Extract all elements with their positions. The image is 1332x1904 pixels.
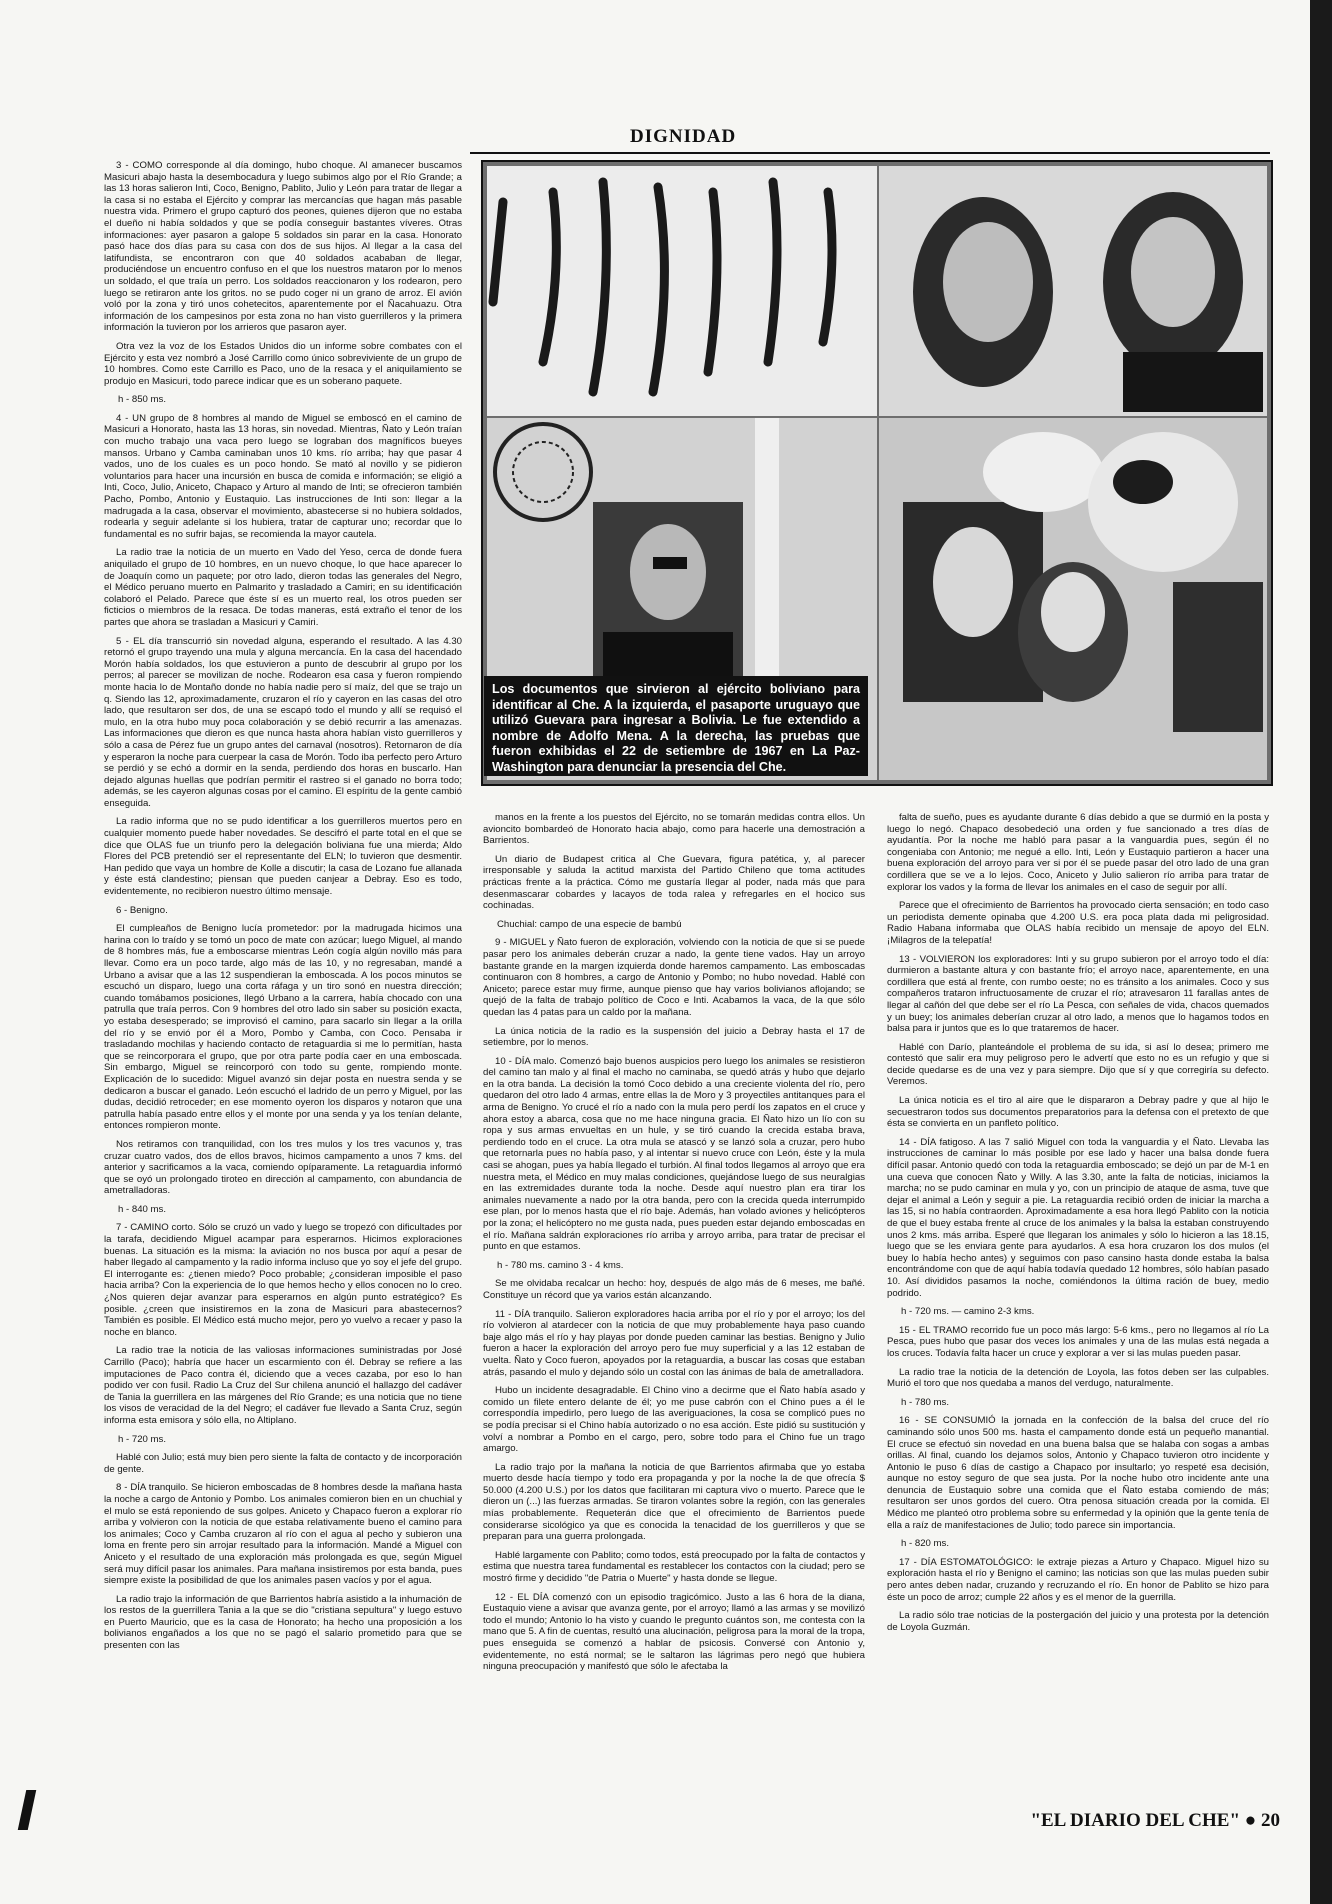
article-paragraph: La radio trae la noticia de las valiosas informaciones suministradas por José Carrillo (Paco); habría que hacer un escarmiento con él. Debray se refiere a las imputaciones de Paco contra él, diciendo que a veces cazaba, por eso lo han podido ver con fusil. Radio La Cruz del Sur chilena anunció el hallazgo del cadáver de Tania la guerrillera en las márgenes del Río Grande; es una noticia que no tiene los visos de veracidad de la del Negro; el cadáver fue llevado a Santa Cruz, según informa esta emisora y sólo ella, no Altiplano.	[104, 1345, 462, 1426]
article-paragraph: Chuchial: campo de una especie de bambú	[497, 918, 682, 930]
article-paragraph: La única noticia es el tiro al aire que le dispararon a Debray padre y que al hijo le secuestraron todos sus documentos preparatorios para la defensa con el pretexto de que ésta se convierta en un panfleto político.	[887, 1095, 1269, 1130]
article-paragraph: Un diario de Budapest critica al Che Guevara, figura patética, y, al parecer irresponsable y saluda la actitud marxista del Partido Chileno que toma actitudes prácticas frente a la práctica. Cómo me gustaría llegar al poder, nada más que para desenmascarar cobardes y lacayos de toda ralea y refregarles en el hocico sus cochinadas.	[483, 853, 865, 912]
page-footer: "EL DIARIO DEL CHE" ● 20	[1030, 1810, 1280, 1831]
article-paragraph: Se me olvidaba recalcar un hecho: hoy, después de algo más de 6 meses, me bañé. Constituye un récord que ya varios están alcanzando.	[483, 1278, 865, 1301]
scan-mark	[18, 1790, 37, 1830]
article-paragraph: El cumpleaños de Benigno lucía prometedor: por la madrugada hicimos una harina con lo traído y se tomó un poco de mate con azúcar; luego Miguel, al mando de 8 hombres más, fue a emboscarse mientras León cogía algún novillo más para llevar. Como era un poco tarde, algo más de las 10, y no regresaban, mandé a Urbano a avisar que a las 12 suspendieran la emboscada. A los pocos minutos se escuchó un disparo, luego una corta ráfaga y un tiro sonó en nuestra dirección; cuando tomábamos posiciones, llegó Urbano a la carrera, había chocado con una patrulla que traía perros. Con 9 hombres del otro lado sin saber su posición exacta, yo estaba desesperado; se improvisó el camino, para sacarlo sin llegar a la orilla del río y se envió por él a Moro, Pombo y Camba, con Coco. Pensaba ir trasladando mochilas y haciendo contacto de retaguardia si me lo permitían, hasta que se reincorporara el grupo, que por otra parte podía caer en una emboscada. Sin embargo, Miguel se reincorporó con todo su gente, rompiendo monte. Explicación de lo sucedido: Miguel avanzó sin dejar posta en nuestra senda y se dedicaron a buscar el ganado. León escuchó el ladrido de un perro y Miguel, por las dudas, decidió retroceder; en ese momento oyeron los disparos y notaron que una patrulla había pasado entre ellos y el monte por una senda y ya los tenían delante, entonces rompieron monte.	[104, 923, 462, 1132]
article-paragraph: Otra vez la voz de los Estados Unidos dio un informe sobre combates con el Ejército y esta vez nombró a José Carrillo como único sobreviviente de un grupo de 10 hombres. Como este Carrillo es Paco, uno de la resaca y el aniquilamiento se produjo en Masicuri, todo parece indicar que es un soberano paquete.	[104, 340, 462, 387]
article-paragraph: h - 720 ms.	[118, 1433, 166, 1445]
column-left	[104, 160, 462, 1750]
article-paragraph: h - 780 ms. camino 3 - 4 kms.	[497, 1259, 624, 1271]
article-paragraph: Hablé largamente con Pablito; como todos, está preocupado por la falta de contactos y estima que nuestra tarea fundamental es restablecer los contactos con la ciudad; pero se mostró firme y decidido "de Patria o Muerte" y hasta donde se llegue.	[483, 1549, 865, 1585]
scan-dark-edge	[1310, 0, 1332, 1904]
article-paragraph: La radio trae la noticia de la detención de Loyola, las fotos deben ser las culpables. Murió el toro que nos quedaba a manos del verdugo, naturalmente.	[887, 1366, 1269, 1390]
article-paragraph: 11 - DÍA tranquilo. Salieron exploradores hacia arriba por el río y por el arroyo; los del río volvieron al atardecer con la noticia de que muy probablemente haya paso cuando baje algo más el río y hay playas por donde pueden caminar las bestias. Benigno y Julio fueron a hacer la exploración del arroyo pero fue muy superficial y a las 12 estaban de vuelta. Ñato y Coco fueron, apoyados por la retaguardia, a buscar las cosas que estaban atrás, pasando el mulo y dejando sólo un costal con las ánimas de bala de ametralladora.	[483, 1308, 865, 1378]
article-paragraph: 10 - DÍA malo. Comenzó bajo buenos auspicios pero luego los animales se resistieron del camino tan malo y al final el macho no caminaba, se quedó atrás y hubo que dejarlo en la otra banda. La decisión la tomó Coco debido a una creciente violenta del río, pero quedaron del otro lado 4 armas, entre ellas la de Moro y 3 proyectiles antitanques para el arma de Benigno. Yo crucé el río a nado con la mula pero perdí los zapatos en el cruce y ahora estoy a abarca, cosa que no me hace ninguna gracia. El Ñato hizo un lío con su ropa y sus armas envueltas en un hule, y se tiró cuando la crecida estaba brava, perdiendo todo en el cruce. La otra mula se atascó y se lanzó sola a cruzar, pero hubo que retornarla pues no había paso, y al intentar si nuevo cruce con León, éste y la mula casi se ahogan, pues ya había llegado el turbión. Al final todos llegamos al arroyo que era nuestra meta, el Médico en muy malas condiciones, quejándose luego de sus neuralgias en las extremidades durante toda la noche. Desde aquí nuestro plan era tirar los animales nuevamente a nado por la otra banda, pero con la crecida queda interrumpido ese plan, por lo menos hasta que el río baje. Además, han volado aviones y helicópteros por la zona; el helicóptero no me gusta nada, pues pueden estar dejando emboscadas en el río. Mañana saldrán exploraciones río arriba y arroyo arriba, para tratar de precisar el punto en que estamos.	[483, 1055, 865, 1253]
article-paragraph: 14 - DÍA fatigoso. A las 7 salió Miguel con toda la vanguardia y el Ñato. Llevaba las instrucciones de caminar lo más posible por ese lado y hacer una balsa donde fuera difícil pasar. Antonio quedó con toda la retaguardia emboscado; se dejó un par de M-1 en una cueva que conocen Ñato y Willy. A las 3.30, ante la falta de noticias, iniciamos la marcha; no se pudo caminar en mula y yo, con un principio de ataque de asma, tuve que dejar el animal a León y seguir a pie. La retaguardia recibió orden de iniciar la marcha a las 15, si no había contraorden. Aproximadamente a esa hora llegó Pablito con la noticia de que el buey estaba frente al cruce de los animales y la balsa la estaban construyendo unos 2 kms. más arriba. Esperé que llegaran los animales y sólo lo hicieron a las 18.15, luego que se les enviara gente para ayudarlos. A esa hora cruzaron los dos mulos (el buey lo había hecho antes) y seguimos con paso cansino hasta donde estaba la balsa encontrándome con que de aquí había todavía quedado 12 hombres, sólo habían pasado 10. Así divididos pasamos la noche, comiéndonos la última ración de buey, medio podrido.	[887, 1136, 1269, 1299]
article-paragraph: h - 780 ms.	[901, 1396, 949, 1408]
article-paragraph: 17 - DÍA ESTOMATOLÓGICO: le extraje piezas a Arturo y Chapaco. Miguel hizo su exploración hasta el río y Benigno el camino; las noticias son que las mulas pueden subir pero antes deben nadar, cruzando y recruzando el río. En honor de Pablito se hizo para éste un poco de arroz; cumple 22 años y es el menor de la guerrilla.	[887, 1556, 1269, 1603]
article-paragraph: Parece que el ofrecimiento de Barrientos ha provocado cierta sensación; en todo caso un periodista demente opinaba que 4.200 U.S. era poca plata dada mi peligrosidad. Radio Habana informaba que OLAS había recibido un mensaje de apoyo del ELN. ¡Milagros de la telepatía!	[887, 900, 1269, 946]
article-paragraph: 8 - DÍA tranquilo. Se hicieron emboscadas de 8 hombres desde la mañana hasta la noche a cargo de Antonio y Pombo. Los animales comieron bien en un chuchial y el mulo se está reponiendo de sus golpes. Aniceto y Chapaco fueron a explorar río arriba y volvieron con la noticia de que estaba relativamente bueno el camino para los animales; Coco y Camba cruzaron al río con el agua al pecho y subieron una loma en frente pero sin arrojar resultado para la información. Mandé a Miguel con Aniceto y el resultado de una exploración más prolongada es que, según Miguel será muy difícil pasar los animales. Para mañana insistiremos por esta banda, pues siempre existe la posibilidad de que los animales pasen vacíos y por el agua.	[104, 1482, 462, 1587]
article-paragraph: 15 - EL TRAMO recorrido fue un poco más largo: 5-6 kms., pero no llegamos al río La Pesca, pues hubo que pasar dos veces los animales y una de las mulas está negada a los cruces. Todavía falta hacer un cruce y explorar a ver si las mulas pueden pasar.	[887, 1324, 1269, 1359]
article-paragraph: La radio trajo la información de que Barrientos habría asistido a la inhumación de los restos de la guerrillera Tania a la que se dio "cristiana sepultura" y luego estuvo en Puerto Mauricio, que es la casa de Honorato; ha hecho una proposición a los bolivianos engañados a los que no se pagó el salario prometido para que se presenten con las	[104, 1593, 462, 1652]
column-middle	[483, 812, 865, 1802]
article-paragraph: Hablé con Julio; está muy bien pero siente la falta de contacto y de incorporación de gente.	[104, 1452, 462, 1475]
section-title: DIGNIDAD	[620, 126, 746, 148]
article-paragraph: Hubo un incidente desagradable. El Chino vino a decirme que el Ñato había asado y comido un filete entero delante de él; yo me puse cabrón con el Chino pues a él le correspondía impedirlo, pero luego de las averiguaciones, la cosa se complicó pues no se podía precisar si el Chino había autorizado o no esa acción. Este pidió su sustitución y volví a nombrar a Pombo en el cargo, pero, sobre todo para el Chino fue un trago amargo.	[483, 1385, 865, 1455]
article-paragraph: h - 850 ms.	[118, 394, 166, 406]
article-paragraph: 7 - CAMINO corto. Sólo se cruzó un vado y luego se tropezó con dificultades por la tarafa, decidiendo Miguel acampar para esperarnos. Hicimos exploraciones buenas. La situación es la misma: la aviación no nos busca por aquí a pesar de haber llegado al campamento y la radio informa incluso que yo soy el jefe del grupo. El interrogante es: ¿tienen miedo? Poco probable; ¿consideran imposible el paso hacia arriba? Con la experiencia de lo que hemos hecho y ellos conocen no lo creo. ¿Nos quieren dejar avanzar para esperarnos en algún punto estratégico? Es posible. ¿creen que insistiremos en la zona de Masicuri para abastecernos? También es posible. El Médico está mucho mejor, pero yo vuelvo a recaer y paso la noche en blanco.	[104, 1222, 462, 1338]
article-paragraph: falta de sueño, pues es ayudante durante 6 días debido a que se durmió en la posta y luego lo negó. Chapaco desobedeció una orden y fue sancionado a tres días de ayudantía. Por la noche me habló para pasar a la vanguardia pues, según él no congeniaba con Antonio; me negué a ello. Inti, León y Eustaquio partieron a hacer una buena exploración del arroyo para ver si por él se puede pasar del otro lado de una gran cordillera que se ve a lo lejos. Coco, Aniceto y Julio salieron río arriba para tratar de explorar los vados y la forma de llevar los animales en el caso de seguir por allí.	[887, 812, 1269, 893]
article-paragraph: La radio trae la noticia de un muerto en Vado del Yeso, cerca de donde fuera aniquilado el grupo de 10 hombres, en un nuevo choque, lo que hace aparecer lo de Joaquín como un paquete; por otro lado, dieron todas las generales del Negro, el Médico peruano muerto en Palmarito y trasladado a Camiri; en su identificación colaboró el Pelado. Parece que éste sí es un muerto real, los otros pueden ser ficticios o miembros de la resaca. De todas maneras, está extraño el tenor de los partes que ahora se trasladan a Masicuri y Camiri.	[104, 547, 462, 628]
article-paragraph: Nos retiramos con tranquilidad, con los tres mulos y los tres vacunos y, tras cruzar cuatro vados, dos de ellos bravos, hicimos campamento a unos 7 kms. del anterior y sacrificamos a la vaca, comiendo opíparamente. La retaguardia informó que se oyó un prolongado tiroteo en dirección al campamento, con abundancia de ametralladoras.	[104, 1138, 462, 1197]
article-paragraph: 9 - MIGUEL y Ñato fueron de exploración, volviendo con la noticia de que si se puede pasar pero los animales deberán cruzar a nado, la gente tiene vados. Hay un arroyo bastante grande en la margen izquierda donde haremos campamento. Las emboscadas continuaron con 8 hombres, a cargo de Antonio y Pombo; no hubo novedad. Hablé con Aniceto; parece estar muy firme, aunque pienso que hay varios bolivianos aflojando; se quejó de la falta de trabajo político de Coco e Inti. Acabamos la vaca, de la que sólo quedan las 4 patas para un caldo por la mañana.	[483, 937, 865, 1018]
article-paragraph: Hablé con Darío, planteándole el problema de su ida, si así lo desea; primero me contestó que salir era muy peligroso pero le advertí que esto no es un refugio y que si decide quedarse es de una vez y para siempre. Dijo que sí y que corregiría su defecto. Veremos.	[887, 1041, 1269, 1088]
column-right	[887, 812, 1269, 1802]
article-paragraph: La radio informa que no se pudo identificar a los guerrilleros muertos pero en cualquier momento puede haber novedades. Se descifró el parte total en el que se dice que OLAS fue un triunfo pero la delegación boliviana fue una mierda; Aldo Flores del PCB pretendió ser el representante del ELN; lo tuvieron que desmentir. Han pedido que vaya un hombre de Kolle a discutir; la casa de Lozano fue allanada y éste está clandestino; piensan que pueden canjear a Debray. Eso es todo, evidentemente, no recibieron nuestro último mensaje.	[104, 816, 462, 898]
article-paragraph: 13 - VOLVIERON los exploradores: Inti y su grupo subieron por el arroyo todo el día: durmieron a bastante altura y con bastante frío; el arroyo nace, aparentemente, en una cordillera que está al frente, con rumbo oeste; no es tránsito a los animales. Coco y sus compañeros trataron infructuosamente de cruzar el río; atravesaron 11 farallas antes de llegar al cañón del que debe ser el río La Pesca, con señales de vida, chacos quemados y un buey; los animales deberían cruzar al otro lado, a menos que lo hagamos todos en balsa para ir juntos que es lo que trataremos de hacer.	[887, 953, 1269, 1035]
article-paragraph: La radio trajo por la mañana la noticia de que Barrientos afirmaba que yo estaba muerto desde hacía tiempo y todo era propaganda y por la noche la de que ofrecía $ 50.000 (4.200 U.S.) por los datos que facilitaran mi captura vivo o muerto. Parece que le dieron un (...) las fuerzas armadas. Se tiraron volantes sobre la región, con las generales mías probablemente. Requeterán dice que el ofrecimiento de Barrientos puede considerarse sicológico ya que es conocida la tenacidad de los guerrilleros y que se preparan para una guerra prolongada.	[483, 1461, 865, 1543]
article-paragraph: h - 820 ms.	[901, 1538, 949, 1550]
article-paragraph: La radio sólo trae noticias de la postergación del juicio y una protesta por la detención de Loyola Guzmán.	[887, 1610, 1269, 1633]
article-paragraph: 3 - COMO corresponde al día domingo, hubo choque. Al amanecer buscamos Masicuri abajo hasta la desembocadura y luego subimos algo por el Río Grande; a las 13 horas salieron Inti, Coco, Benigno, Pablito, Julio y León para tratar de llegar a la casa si no estaba el Ejército y comprar las mercancías que hagan más pasable nuestra vida. Primero el grupo capturó dos peones, quienes dijeron que no estaba el dueño ni había soldados y que se podía conseguir bastantes víveres. Otras informaciones: ayer pasaron a galope 5 soldados sin parar en la casa. Honorato pasó hace dos días para su casa con dos de sus hijos. Al llegar a la casa del latifundista, se encontraron con que 40 soldados acababan de llegar, produciéndose un encuentro confuso en el que los nuestros mataron por lo menos un soldado, el que traía un perro. Los soldados reaccionaron y los rodearon, pero luego se retiraron ante los gritos. no se pudo coger ni un grano de arroz. El avión voló por la zona y tiró unos cohetecitos, aparentemente por el Ñacahuazu. Otra información de los campesinos por esta zona no han visto guerrilleros y la primera información la tuvieron por los arrieros que pasaron ayer.	[104, 160, 462, 334]
article-paragraph: 12 - EL DÍA comenzó con un episodio tragicómico. Justo a las 6 hora de la diana, Eustaquio viene a avisar que avanza gente, por el arroyo; llamó a las armas y se movilizó todo el mundo; Antonio lo ha visto y cuando le pregunto cuántos son, me contesta con la mano que 5. A fin de cuentas, resultó una alucinación, peligrosa para la moral de la tropa, pues enseguida se comenzó a hablar de psicosis. Conversé con Antonio y, evidentemente, no está normal; se le saltaron las lágrimas pero negó que hubiera ninguna preocupación y manifestó que sólo le afectaba la	[483, 1591, 865, 1673]
article-paragraph: h - 720 ms. — camino 2-3 kms.	[901, 1306, 1035, 1318]
article-paragraph: manos en la frente a los puestos del Ejército, no se tomarán medidas contra ellos. Un avioncito bombardeó de Honorato hacia abajo, como para hacerle una demostración a Barrientos.	[483, 812, 865, 847]
article-paragraph: 16 - SE CONSUMIÓ la jornada en la confección de la balsa del cruce del río caminando sólo unos 500 ms. hasta el campamento donde está un pequeño manantial. El cruce se efectuó sin novedad en una buena balsa que se halaba con sogas a ambas orillas. Al final, cuando los dejamos solos, Antonio y Chapaco tuvieron otro incidente y Antonio le puso 6 días de castigo a Chapaco por insultarlo; yo respeté esa decisión, aunque no estoy seguro de que sea justa. Por la noche hubo otro incidente ante una denuncia de Eustaquio sobre una comida que el Ñato estaba comiendo de más; resultaron ser unos gordos del cuero. Otra penosa situación creada por la comida. El Médico me planteó otro problema sobre su enfermedad y la opinión que la gente tenía de ella a raíz de manifestaciones de Julio; todo parece sin importancia.	[887, 1415, 1269, 1531]
article-paragraph: 4 - UN grupo de 8 hombres al mando de Miguel se emboscó en el camino de Masicuri a Honorato, hasta las 13 horas, sin novedad. Mientras, Ñato y León traían con mucho trabajo una vaca pero luego se lograban dos magníficos bueyes mansos. Urbano y Camba caminaban unos 10 kms. río arriba; hay que pasar 4 vados, uno de los cuales es un poco hondo. Se mató al novillo y se pidieron voluntarios para hacer una incursión en busca de comida e información; se eligió a Inti, Coco, Julio, Aniceto, Chapaco y Arturo al mando de Inti; se ofrecieron también Pacho, Pombo, Antonio y Eustaquio. Las instrucciones de Inti son: llegar a la madrugada a la casa, observar el movimiento, abastecerse si no hubiera soldados, rodearla y seguir adelante si los hubiera, tratar de capturar uno; recordar que lo fundamental es no sufrir bajas, se recomienda la mayor cautela.	[104, 412, 462, 540]
article-paragraph: h - 840 ms.	[118, 1203, 166, 1215]
article-paragraph: 5 - EL día transcurrió sin novedad alguna, esperando el resultado. A las 4.30 retornó el grupo trayendo una mula y alguna mercancía. En la casa del hacendado Morón había soldados, los que estuvieron a punto de descubrir al grupo por los perros; al parecer se movilizan de noche. Rodearon esa casa y fueron rompiendo monte hacia lo de Montaño donde no había nadie pero sí maíz, del que se trajo un q. Siendo las 12, aproximadamente, cruzaron el río y cayeron en las casas del otro lado, que resultaron ser dos, de una se escapó todo el mundo y allí se requisó el mulo, en la otra hubo muy poca colaboración y se debió recurrir a las amenazas. Las informaciones que dieron es que nunca hasta ahora habían visto guerrilleros y sólo a casa de Pérez fue un grupo antes del carnaval (nosotros). Retornaron de día y esperaron la noche para cuerpear la casa de Morón. Todo iba perfecto pero Arturo se perdió y se echó a dormir en la senda, perdiendo dos horas en buscarlo. Han dejado algunas huellas que podrían permitir el rastreo si el ganado no borra todo; además, se les cayeron algunas cosas por el camino. El espíritu de la gente cambió enseguida.	[104, 635, 462, 809]
article-paragraph: La única noticia de la radio es la suspensión del juicio a Debray hasta el 17 de setiembre, por lo menos.	[483, 1025, 865, 1049]
page-header	[470, 126, 1270, 154]
article-paragraph: 6 - Benigno.	[116, 904, 168, 916]
photo-caption: Los documentos que sirvieron al ejército boliviano para identificar al Che. A la izquierda, el pasaporte uruguayo que utilizó Guevara para ingresar a Bolivia. Le fue extendido a nombre de Adolfo Mena. A la derecha, las pruebas que fueron exhibidas el 22 de setiembre de 1967 en La Paz-Washington para denunciar la presencia del Che.	[484, 676, 868, 776]
